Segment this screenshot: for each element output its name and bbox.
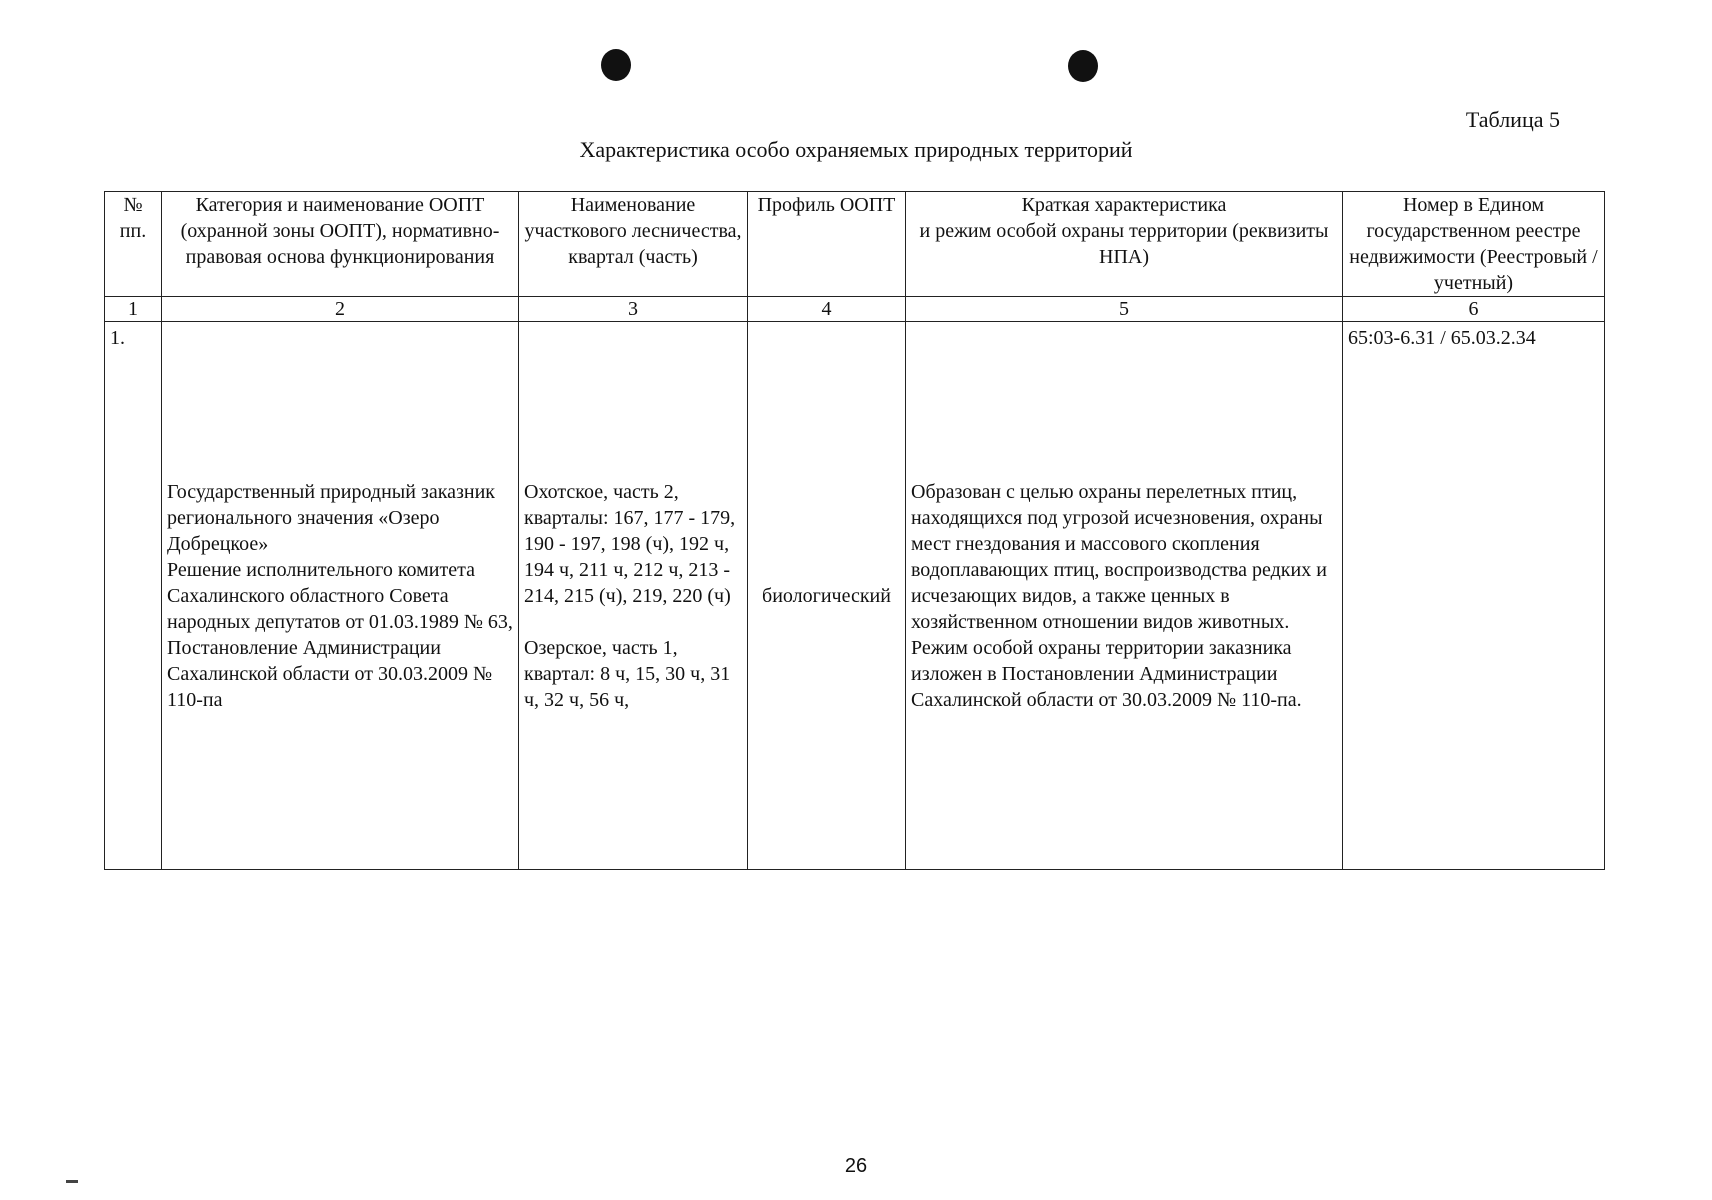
- oopt-name-cell: Государственный природный заказник регионального значения «Озеро Добрецкое» Решение исполнительного комитета Сахалинского областного Совета народных депутатов от 01.03.1989 № 63, Постановление Администрации Сахалинской области от 30.03.2009 № 110-па: [162, 322, 519, 870]
- punch-hole-left: [601, 49, 631, 81]
- column-number-row: [105, 297, 1605, 322]
- profile-cell: биологический: [748, 322, 906, 870]
- punch-hole-right: [1068, 50, 1098, 82]
- column-number: 1: [105, 297, 162, 322]
- column-number: 2: [162, 297, 519, 322]
- oopt-table: [104, 191, 1605, 870]
- column-number: 3: [519, 297, 748, 322]
- column-number: 4: [748, 297, 906, 322]
- description-cell: Образован с целью охраны перелетных птиц, находящихся под угрозой исчезновения, охраны мест гнездования и массового скопления водоплавающих птиц, воспроизводства редких и исчезающих видов, а также ценных в хозяйственном отношении видов животных. Режим особой охраны территории заказника изложен в Постановлении Администрации Сахалинской области от 30.03.2009 № 110-па.: [906, 322, 1343, 870]
- column-header-category: Категория и наименование ООПТ (охранной зоны ООПТ), нормативно-правовая основа функционирования: [162, 192, 519, 297]
- column-header-registry: Номер в Едином государственном реестре недвижимости (Реестровый / учетный): [1343, 192, 1605, 297]
- row-number: 1.: [105, 322, 162, 870]
- scan-mark: [66, 1180, 78, 1183]
- page-number: 26: [844, 1155, 868, 1177]
- column-header-forestry: Наименование участкового лесничества, квартал (часть): [519, 192, 748, 297]
- column-number: 6: [1343, 297, 1605, 322]
- table-row: [105, 322, 1605, 870]
- table-label: Таблица 5: [1465, 107, 1560, 132]
- table-header-row: [105, 192, 1605, 297]
- registry-number-cell: 65:03-6.31 / 65.03.2.34: [1343, 322, 1605, 870]
- column-header-number: № пп.: [105, 192, 162, 297]
- forestry-cell: Охотское, часть 2, кварталы: 167, 177 - 179, 190 - 197, 198 (ч), 192 ч, 194 ч, 211 ч, 212 ч, 213 - 214, 215 (ч), 219, 220 (ч) Озерское, часть 1, квартал: 8 ч, 15, 30 ч, 31 ч, 32 ч, 56 ч,: [519, 322, 748, 870]
- column-header-profile: Профиль ООПТ: [748, 192, 906, 297]
- column-number: 5: [906, 297, 1343, 322]
- column-header-description: Краткая характеристика и режим особой охраны территории (реквизиты НПА): [906, 192, 1343, 297]
- page-title: Характеристика особо охраняемых природных территорий: [579, 137, 1133, 162]
